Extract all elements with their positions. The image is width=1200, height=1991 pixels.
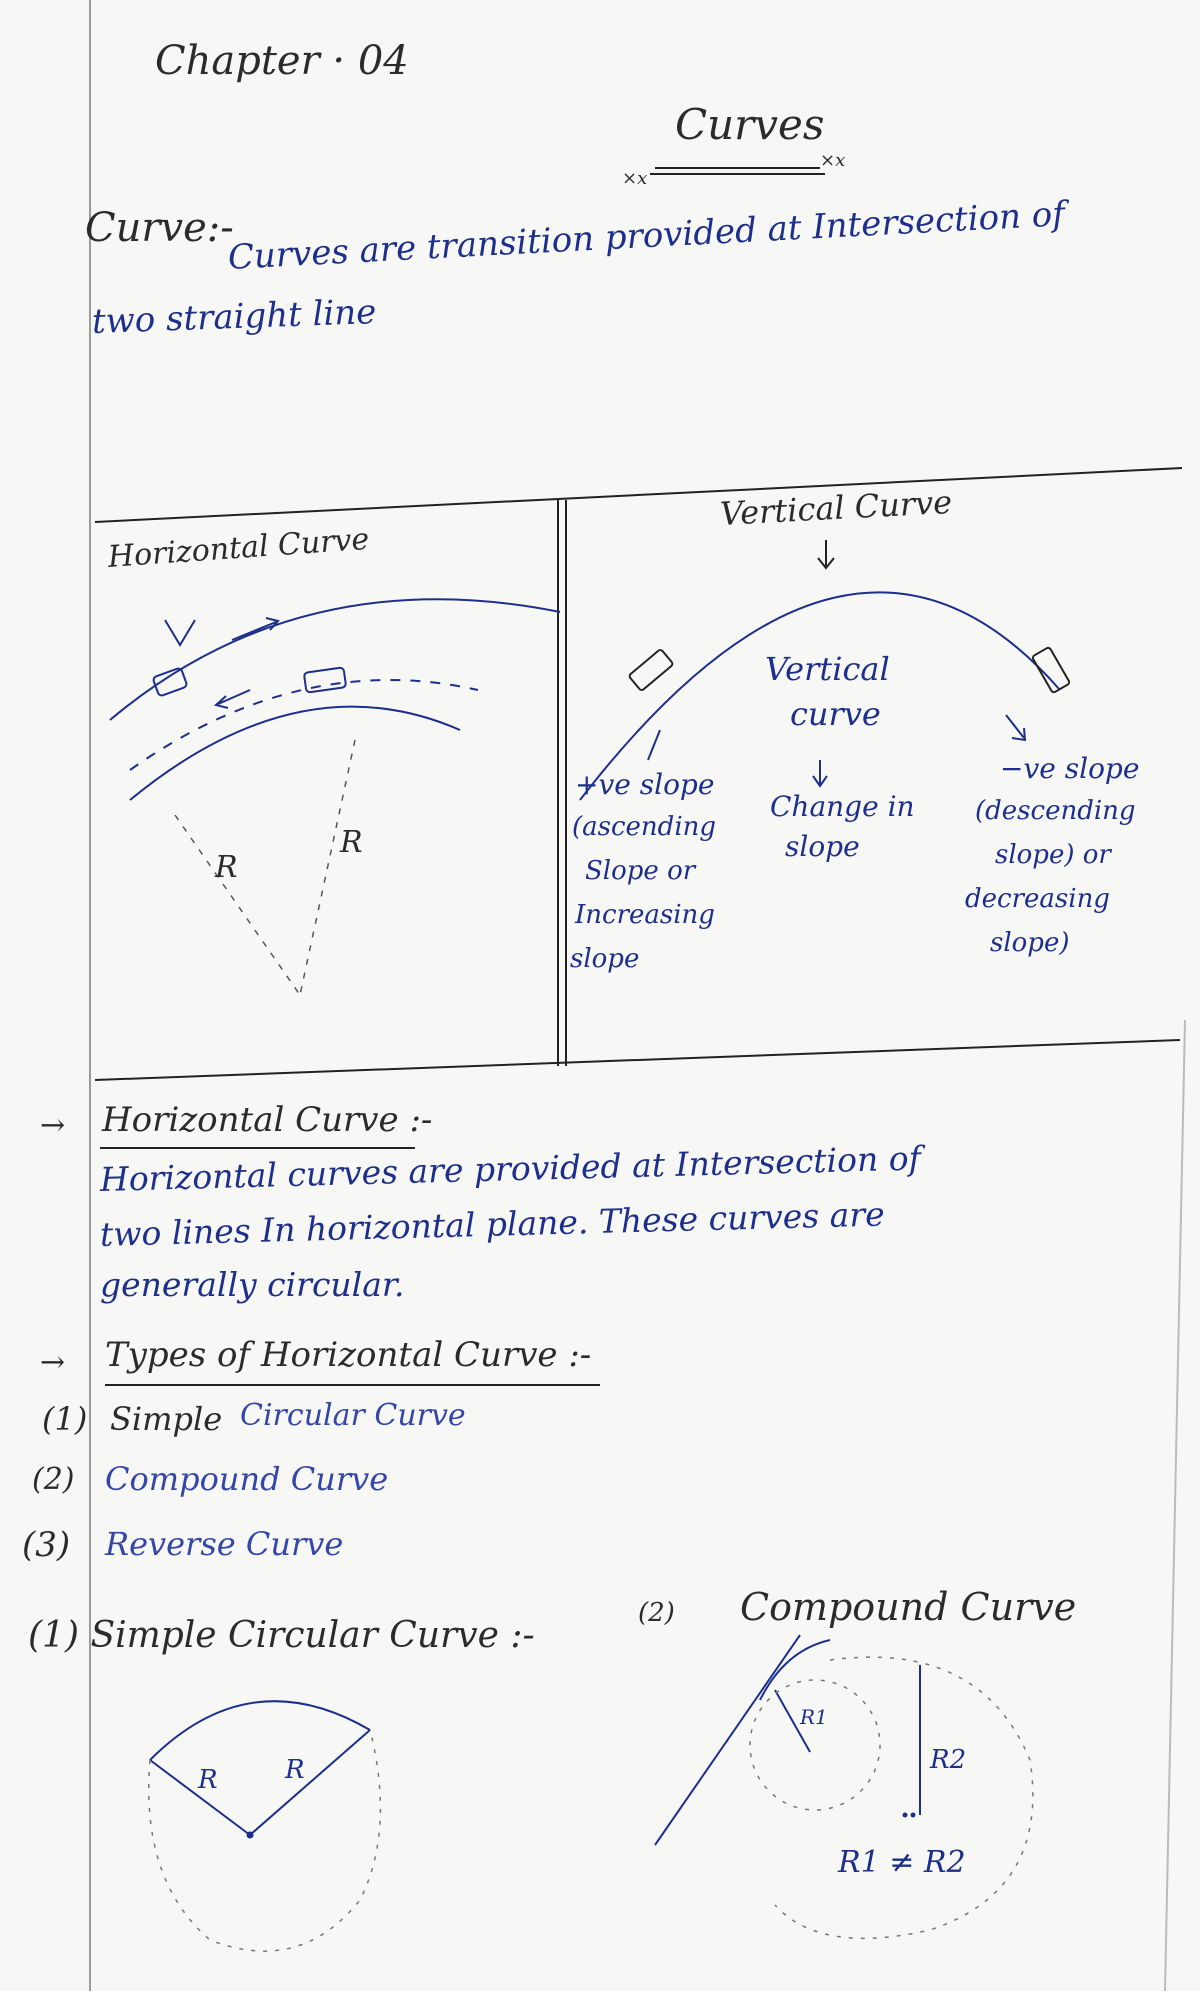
type-2-num: (2) — [32, 1462, 75, 1497]
arrow-icon: → — [40, 1108, 66, 1143]
horizontal-curve-label: Horizontal Curve — [106, 521, 371, 575]
right-slope-5: slope) — [990, 928, 1070, 958]
vertical-mid-3: Change in — [770, 790, 915, 823]
vertical-mid-4: slope — [785, 830, 860, 863]
ascend-arrow — [648, 730, 660, 760]
simple-r-left: R — [198, 1765, 218, 1795]
title-mark-left: ×x — [622, 168, 648, 189]
compound-heading: Compound Curve — [740, 1585, 1077, 1629]
car-1-icon — [152, 667, 187, 696]
car-3-icon — [628, 649, 673, 691]
radius-line-right — [300, 740, 355, 995]
compound-num: (2) — [638, 1598, 675, 1628]
diagram-top-border — [95, 468, 1182, 522]
road-outer-edge — [110, 599, 560, 720]
radius-line-left — [175, 815, 300, 995]
compound-circle-large — [775, 1657, 1033, 1938]
simple-centre-dot — [247, 1832, 254, 1839]
vertical-mid-2: curve — [790, 695, 881, 733]
right-slope-1: −ve slope — [1000, 752, 1140, 785]
left-slope-1: +ve slope — [575, 768, 715, 801]
curve-heading: Curve:- — [85, 205, 234, 251]
left-slope-2: (ascending — [572, 812, 717, 842]
simple-circle-dashed — [149, 1730, 381, 1951]
page-edge — [1165, 1020, 1185, 1991]
simple-radius-right — [250, 1730, 370, 1835]
vertical-curve-label: Vertical Curve — [719, 482, 953, 533]
simple-r-right: R — [285, 1755, 305, 1785]
compound-r2: R2 — [930, 1745, 967, 1775]
type-2-ink: Compound Curve — [105, 1460, 389, 1498]
compound-tangent — [655, 1635, 800, 1845]
compound-arc — [760, 1640, 830, 1700]
right-slope-4: decreasing — [965, 884, 1110, 914]
traffic-arrow-up — [232, 622, 276, 640]
car-4-icon — [1032, 647, 1070, 693]
left-slope-3: Slope or — [585, 856, 696, 886]
simple-circular-heading: (1) Simple Circular Curve :- — [28, 1615, 535, 1656]
type-3-ink: Reverse Curve — [105, 1525, 344, 1563]
radius-right-label: R — [340, 825, 363, 860]
simple-arc — [150, 1701, 370, 1760]
car-2-icon — [304, 667, 346, 692]
road-centre-line — [130, 680, 478, 770]
right-slope-3: slope) or — [995, 840, 1111, 870]
curve-def-line-1: Curves are transition provided at Intersection of — [226, 194, 1066, 278]
vertical-mid-1: Vertical — [765, 650, 890, 688]
left-slope-4: Increasing — [575, 900, 715, 930]
type-1-pencil: Simple — [110, 1400, 223, 1438]
type-1-ink: Circular Curve — [240, 1398, 466, 1433]
horizontal-line-3: generally circular. — [100, 1265, 405, 1304]
radius-left-label: R — [215, 850, 238, 885]
types-arrow-icon: → — [40, 1345, 66, 1380]
horizontal-section-heading: Horizontal Curve :- — [102, 1100, 433, 1140]
type-3-num: (3) — [22, 1525, 71, 1565]
compound-r1: R1 — [800, 1705, 828, 1729]
horizontal-line-2: two lines In horizontal plane. These curves are — [99, 1194, 886, 1254]
compound-relation: R1 ≠ R2 — [838, 1845, 966, 1880]
curve-def-line-2: two straight line — [91, 292, 377, 342]
page-title: Curves — [675, 100, 825, 149]
traffic-arrow-down — [218, 690, 250, 704]
descend-arrow — [1006, 715, 1024, 738]
left-slope-5: slope — [570, 944, 640, 974]
chapter-label: Chapter · 04 — [155, 38, 409, 84]
road-inner-edge — [130, 707, 460, 800]
types-heading: Types of Horizontal Curve :- — [105, 1335, 592, 1375]
title-mark-right: ×x — [820, 150, 846, 171]
horizontal-line-1: Horizontal curves are provided at Intersection of — [99, 1138, 922, 1199]
type-1-num: (1) — [42, 1400, 88, 1438]
right-slope-2: (descending — [975, 796, 1136, 826]
diagram-bottom-border — [95, 1040, 1180, 1080]
compound-circle-small — [750, 1680, 880, 1810]
h-label-arrow — [165, 620, 195, 645]
